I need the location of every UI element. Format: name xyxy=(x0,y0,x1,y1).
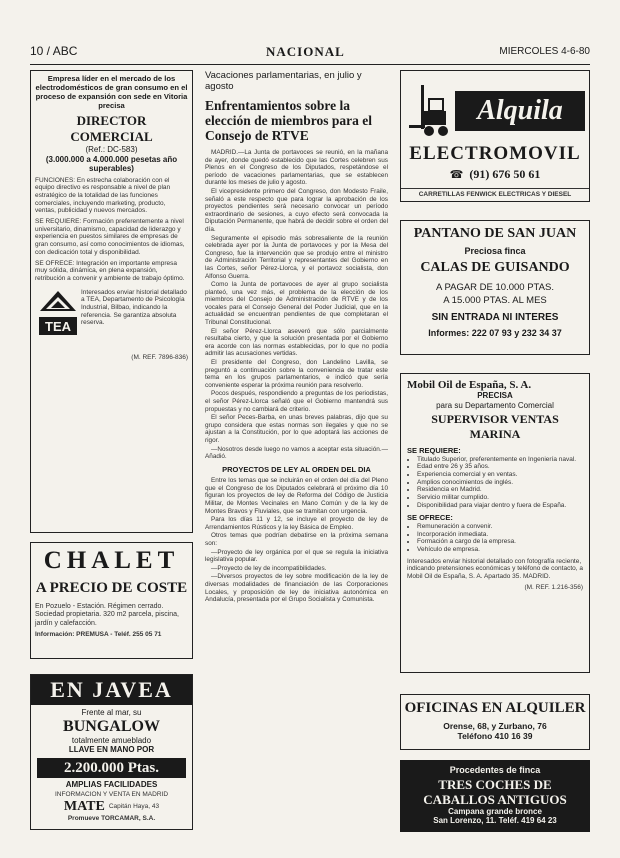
oficinas-phone: Teléfono 410 16 39 xyxy=(457,731,533,741)
article-laws-paragraph: —Proyecto de ley de incompatibilidades. xyxy=(211,564,327,572)
mobil-ofr-item: • Incorporación inmediata. xyxy=(417,531,583,539)
javea-line1: Frente al mar, su xyxy=(81,708,142,717)
article-body-2 xyxy=(205,477,388,604)
tea-logo-wrap xyxy=(35,289,81,350)
ad-requiere: SE REQUIERE: Formación preferentemente a nivel universitario, dinamismo, capacidad de liderazgo y experiencia en puestos similares de empresas de gran consumo, así como conocimientos de idiomas, con dedicación total y disponibilidad. xyxy=(35,218,185,256)
alquila-phone: (91) 676 50 61 xyxy=(469,167,541,181)
coches-line2: TRES COCHES DE xyxy=(438,777,552,792)
ad-alquila xyxy=(400,70,590,202)
article-laws-paragraph: Entre los temas que se incluirán en el orden del día del Pleno que el Congreso de los Diputados celebrará el próximo día 10 figuran los proyectos de ley de Reforma del Código de Justicia Militar, de Montes Vecinales en Mano Común y de la ley de Montes Bravos y Fluviales, que se tramitan con urgencia. xyxy=(205,477,388,515)
ad-ofrece: SE OFRECE: Integración en importante empresa muy sólida, dinámica, en plena expansión, retribución a convenir y ambiente de trabajo óptimo. xyxy=(35,259,185,282)
alquila-phone-row xyxy=(401,167,589,182)
article-laws-paragraph: Otros temas que podrían debatirse en la próxima semana son: xyxy=(205,532,388,547)
mobil-ofr-list xyxy=(407,523,583,554)
chalet-contact: Información: PREMUSA - Teléf. 255 05 71 xyxy=(35,631,162,639)
ad-oficinas xyxy=(400,694,590,750)
mobil-req-title: SE REQUIERE: xyxy=(407,446,461,455)
javea-facilities: AMPLIAS FACILIDADES xyxy=(65,779,158,789)
pantano-tagline: Preciosa finca xyxy=(464,246,526,256)
mobil-req-item: • Experiencia comercial y en ventas. xyxy=(417,471,583,479)
ad-chalet xyxy=(30,542,193,659)
article-kicker: Vacaciones parlamentarias, en julio y agosto xyxy=(205,70,362,92)
article-paragraph: —Nosotros desde luego no vamos a aceptar esta situación.—Añadió. xyxy=(205,445,388,461)
ad-javea xyxy=(30,674,193,830)
ad-mobil xyxy=(400,373,590,673)
ad-reference: (Ref.: DC-583) xyxy=(85,145,138,154)
article-paragraph: El señor Peces-Barba, en unas breves palabras, dijo que su grupo considera que estas normas son ilegales y que no se ajustan a la Constitución, por lo que adoptará las acciones de rigor. xyxy=(205,414,388,444)
mobil-req-item: • Servicio militar cumplido. xyxy=(417,494,583,502)
article-paragraph: MADRID.—La Junta de portavoces se reunió, en la mañana de ayer, donde quedó establecido que las Cortes celebren sus Plenos en el Congreso de los Diputados, respetándose el período de vacaciones parlamentarias, que se establecen durante los meses de julio y agosto. xyxy=(205,149,388,187)
mobil-ref: (M. REF. 1.216-356) xyxy=(524,583,583,591)
ad-funciones: FUNCIONES: En estrecha colaboración con el equipo directivo es responsable a nivel de plan estratégico de la totalidad de las funciones comerciales, incluyendo marketing, producto, ventas, publicidad y nuevos mercados. xyxy=(35,176,171,215)
javea-promoter: Promueve TORCAMAR, S.A. xyxy=(67,814,156,822)
javea-product: BUNGALOW xyxy=(63,717,160,735)
pantano-pay2: A 15.000 PTAS. AL MES xyxy=(443,294,547,306)
article-laws-paragraph: —Proyecto de ley orgánica por el que se regula la iniciativa legislativa popular. xyxy=(205,548,388,564)
phone-icon: ☎ xyxy=(449,169,464,181)
javea-brand-row xyxy=(31,799,192,815)
javea-info: INFORMACION Y VENTA EN MADRID xyxy=(54,791,169,798)
mobil-position2: MARINA xyxy=(469,427,521,441)
pantano-place: CALAS DE GUISANDO xyxy=(420,259,570,275)
mobil-precisa: PRECISA xyxy=(477,391,513,400)
page-header xyxy=(30,42,590,65)
issue-date: MIERCOLES 4-6-80 xyxy=(499,46,590,57)
mobil-req-item: • Residencia en Madrid. xyxy=(417,486,583,494)
article-body xyxy=(205,149,388,461)
javea-line2: totalmente amueblado xyxy=(71,735,152,745)
article-laws-paragraph: Para los días 11 y 12, se incluye el proyecto de ley de Arrendamientos Rústicos y la ley Básica de Empleo. xyxy=(205,516,388,531)
mobil-req-item: • Disponibilidad para viajar dentro y fuera de España. xyxy=(417,502,583,510)
tea-logo-icon xyxy=(38,289,78,345)
news-article xyxy=(205,70,388,832)
javea-title: EN JAVEA xyxy=(31,675,192,705)
page-number: 10 / ABC xyxy=(30,44,78,58)
ad-salary: (3.000.000 a 4.000.000 pesetas año superables) xyxy=(45,154,178,173)
ad-coches xyxy=(400,760,590,832)
alquila-footer: CARRETILLAS FENWICK ELECTRICAS Y DIESEL xyxy=(401,188,589,201)
coches-contact: San Lorenzo, 11. Teléf. 419 64 23 xyxy=(433,816,557,825)
mobil-ofr-item: • Formación a cargo de la empresa. xyxy=(417,538,583,546)
mobil-req-item: • Edad entre 26 y 35 años. xyxy=(417,463,583,471)
mobil-company: Mobil Oil de España, S. A. xyxy=(407,379,532,391)
javea-line3: LLAVE EN MANO POR xyxy=(68,745,155,754)
mobil-position1: SUPERVISOR VENTAS xyxy=(431,412,559,426)
coches-line4: Campana grande bronce xyxy=(448,807,542,816)
article-headline: Enfrentamientos sobre la elección de miembros para el Consejo de RTVE xyxy=(205,98,372,143)
article-paragraph: El presidente del Congreso, don Landelino Lavilla, se preguntó a continuación sobre la conveniencia de tratar este tema en los grupos parlamentarios, e indicó que sería conveniente esperar la próxima reunión para resolverlo. xyxy=(205,359,388,389)
javea-brand: MATE xyxy=(63,798,105,814)
mobil-dept: para su Departamento Comercial xyxy=(436,400,554,410)
mobil-req-item: • Amplios conocimientos de inglés. xyxy=(417,479,583,487)
mobil-req-list xyxy=(407,456,583,510)
article-paragraph: El vicepresidente primero del Congreso, don Modesto Fraile, señaló a este respecto que para lograr la aprobación de los proyectos pendientes será necesario convocar un período extraordinario de sesiones, a cuyo efecto será convocada la Diputación Permanente, que habrá de decidir sobre el orden del día. xyxy=(205,187,388,233)
oficinas-address: Orense, 68, y Zurbano, 76 xyxy=(443,721,547,731)
mobil-req-item: • Titulado Superior, preferentemente en Ingeniería naval. xyxy=(417,456,583,464)
article-paragraph: Seguramente el episodio más sobresaliente de la reunión celebrada ayer por la Junta de portavoces y por la Mesa del Congreso, fue la intervención que se produjo entre el ministro de Administración Territorial y representantes del Gobierno en las Cortes, señor Pérez-Llorca, y el portavoz socialista, don Alfonso Guerra. xyxy=(205,234,388,280)
pantano-note: SIN ENTRADA NI INTERES xyxy=(431,311,559,323)
ad-position-title: DIRECTOR COMERCIAL xyxy=(70,113,153,144)
javea-brand-note: Capitán Haya, 43 xyxy=(108,802,160,810)
article-paragraph: Pocos después, respondiendo a preguntas de los periodistas, el señor Pérez-Llorca señaló que el Gobierno mantendrá sus propuestas y no cambiará de criterio. xyxy=(205,390,388,413)
alquila-title: Alquila xyxy=(455,91,585,131)
coches-line3: CABALLOS ANTIGUOS xyxy=(423,792,567,807)
section-title: NACIONAL xyxy=(266,44,345,59)
ad-footer-ref: (M. REF. 7896-836) xyxy=(131,353,188,361)
article-laws-paragraph: —Diversos proyectos de ley sobre modificación de la ley de diversas modalidades de financiación de las Corporaciones Locales, y proposición de ley de iniciativa autonómica en Andalucía, presentada por el Grupo Socialista y Comunista. xyxy=(205,573,388,604)
mobil-ofr-item: • Vehículo de empresa. xyxy=(417,546,583,554)
article-paragraph: Como la Junta de portavoces de ayer al grupo socialista planteó, una vez más, el problema de la elección de los miembros del Consejo de Administración de RTVE y de los vocales para el Consejo General del Poder Judicial, que en la actualidad se encuentran pendientes de que completaran el Tribunal Constitucional. xyxy=(205,281,388,327)
pantano-title: PANTANO DE SAN JUAN xyxy=(413,226,577,241)
pantano-pay1: A PAGAR DE 10.000 PTAS. xyxy=(436,281,554,293)
pantano-contact: Informes: 222 07 93 y 232 34 37 xyxy=(428,327,562,338)
chalet-title: CHALET xyxy=(43,547,180,574)
article-subhead: PROYECTOS DE LEY AL ORDEN DEL DIA xyxy=(222,464,371,474)
ad-pantano xyxy=(400,220,590,355)
ad-director-comercial xyxy=(30,70,193,533)
mobil-contact: Interesados enviar historial detallado con fotografía reciente, indicando pretensiones económicas y teléfono de contacto, a Mobil Oil de España, S. A. Apartado 35. MADRID. xyxy=(407,557,583,581)
alquila-brand: ELECTROMOVIL xyxy=(409,143,581,164)
tea-body: Interesados enviar historial detallado a TEA, Departamento de Psicología Industrial, Bilbao, indicando la referencia. Se garantiza absoluta reserva. xyxy=(81,288,187,327)
forklift-icon xyxy=(407,81,455,146)
tea-block xyxy=(35,289,188,350)
ad-intro: Empresa líder en el mercado de los electrodomésticos de gran consumo en el proceso de expansión con sede en Vitoria precisa xyxy=(35,74,188,110)
tea-logo-text: TEA xyxy=(45,318,71,334)
chalet-body: En Pozuelo - Estación. Régimen cerrado. Sociedad propietaria. 320 m2 parcela, piscina, jardín y calefacción. xyxy=(35,603,179,627)
article-paragraph: El señor Pérez-Llorca aseveró que sólo parcialmente resultaba cierto, y que la solución presentada por el Gobierno era acorde con las normas establecidas, por lo que no podía admitir las acusaciones vertidas. xyxy=(205,327,388,358)
mobil-ofr-item: • Remuneración a convenir. xyxy=(417,523,583,531)
javea-price: 2.200.000 Ptas. xyxy=(37,758,186,778)
mobil-ofr-title: SE OFRECE: xyxy=(407,513,453,523)
coches-line1: Procedentes de finca xyxy=(449,765,541,775)
chalet-subtitle: A PRECIO DE COSTE xyxy=(35,580,188,596)
oficinas-title: OFICINAS EN ALQUILER xyxy=(404,700,586,716)
